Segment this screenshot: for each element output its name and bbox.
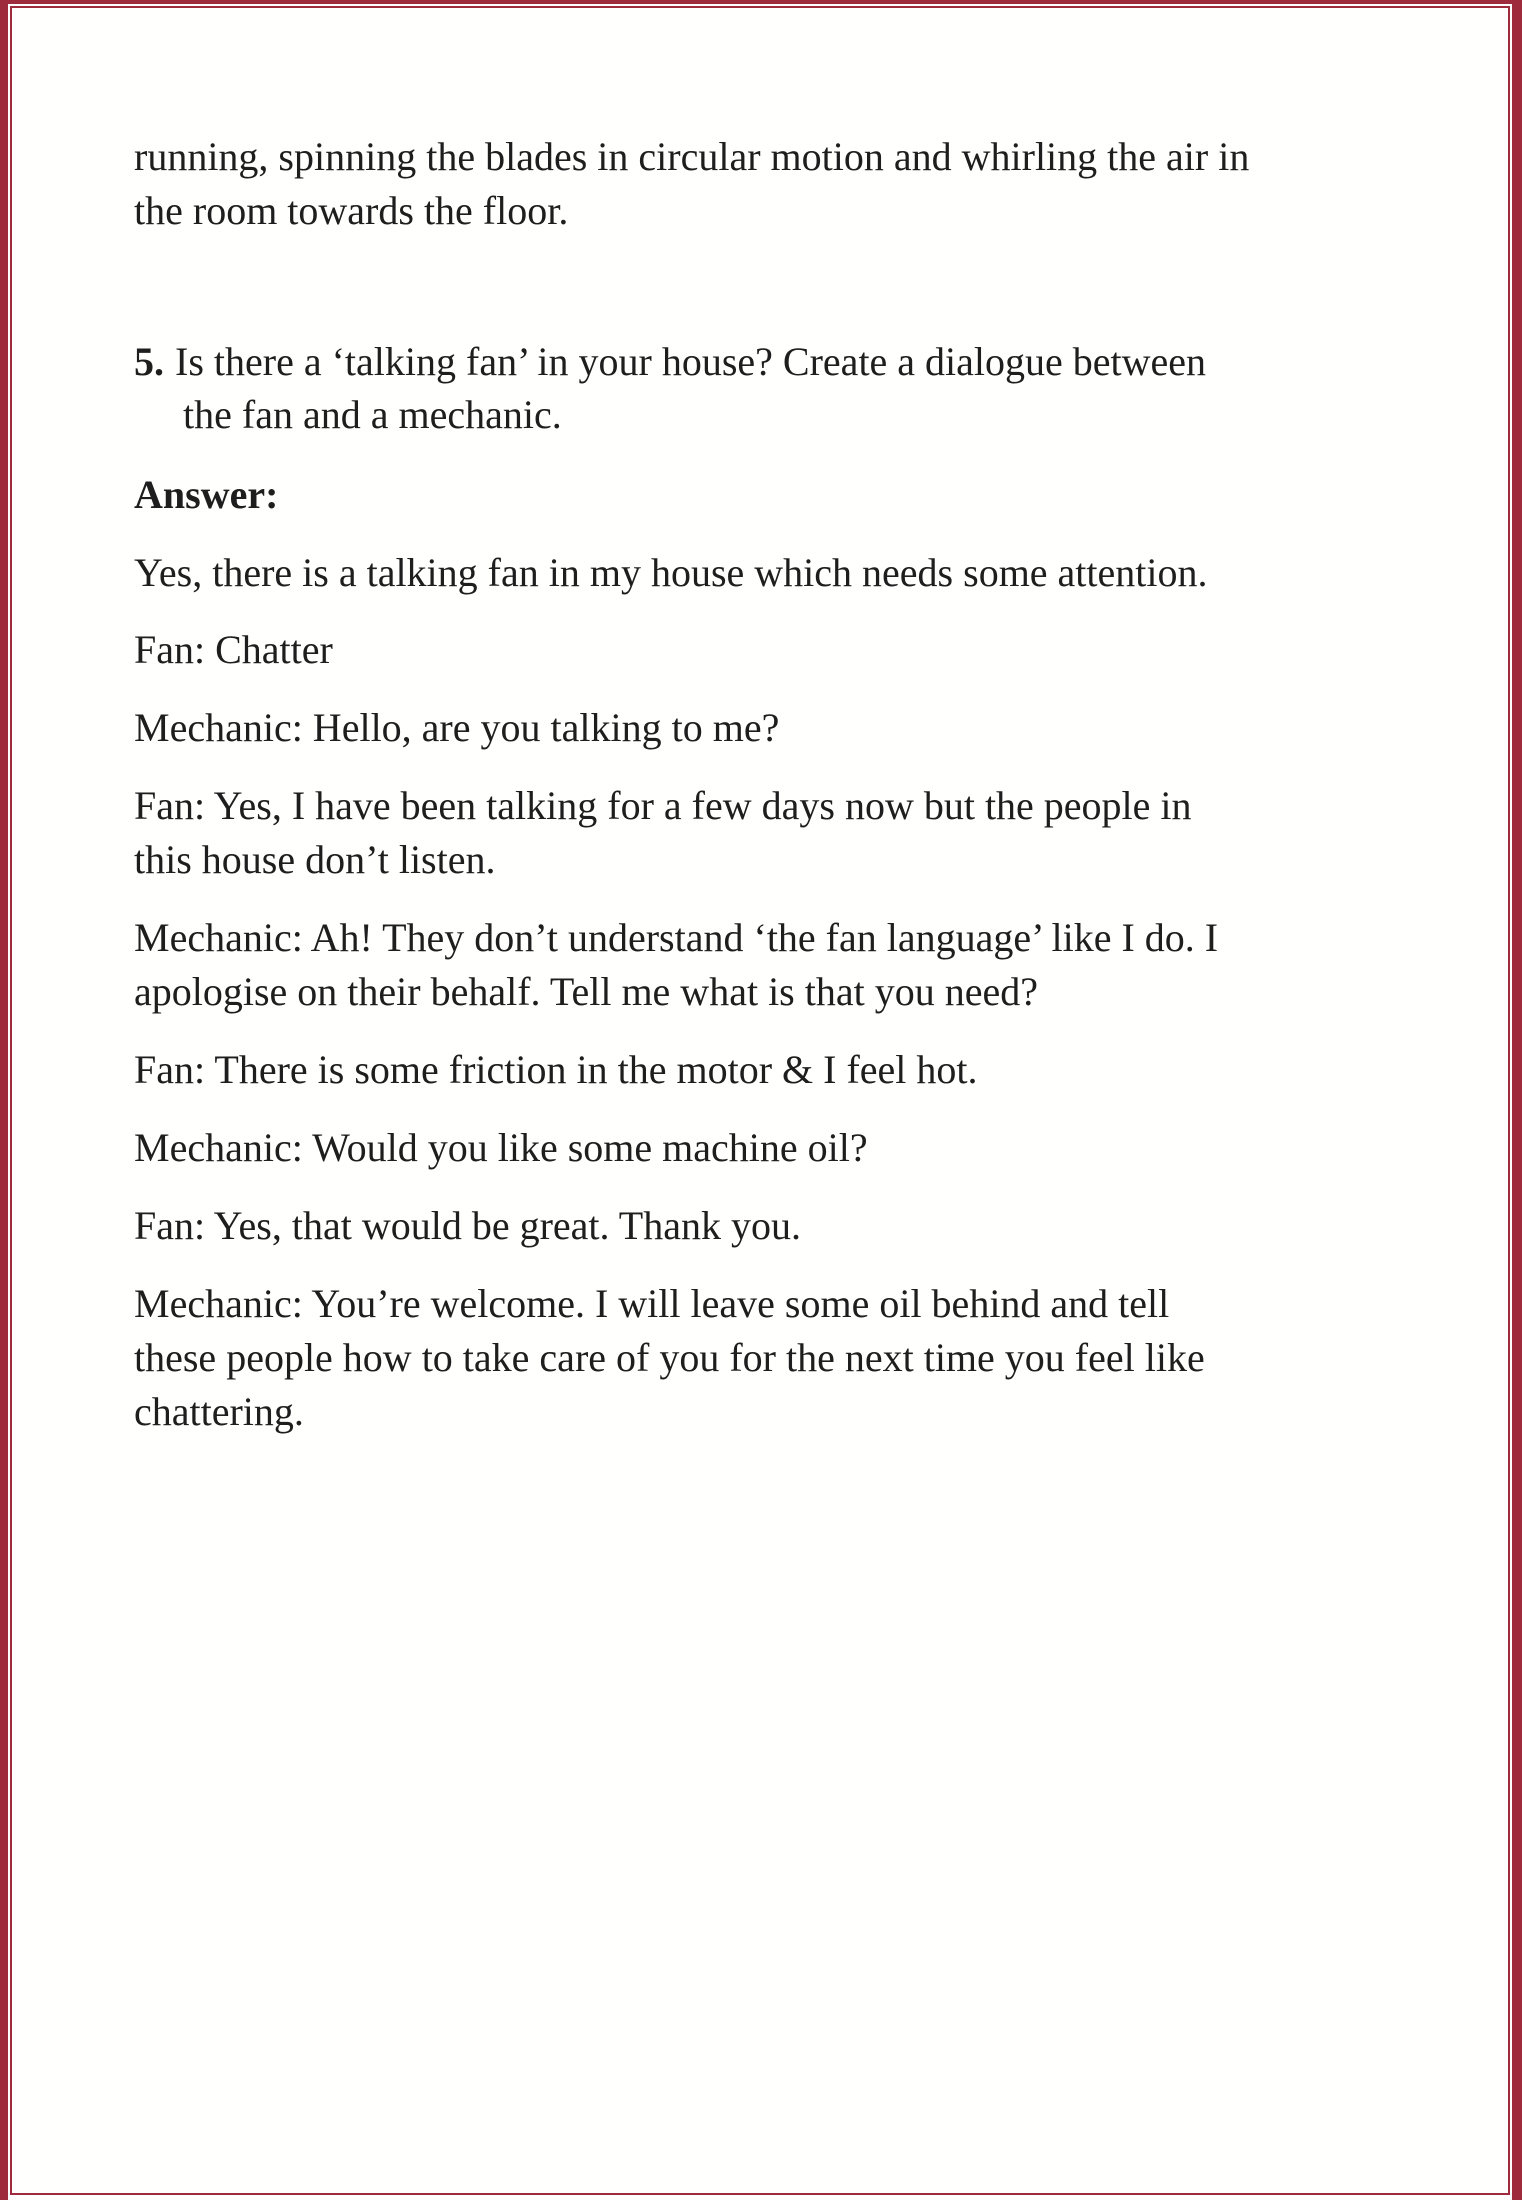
dialogue-line: Fan: There is some friction in the motor & I feel hot. — [134, 1047, 978, 1092]
answer-label: Answer: — [134, 472, 279, 517]
dialogue-line: Mechanic: Would you like some machine oil? — [134, 1125, 868, 1170]
text-line: running, spinning the blades in circular motion and whirling the air in — [134, 134, 1250, 179]
dialogue-line: Fan: Yes, that would be great. Thank you. — [134, 1203, 801, 1248]
dialogue-line: Mechanic: Hello, are you talking to me? — [134, 705, 780, 750]
answer-intro: Yes, there is a talking fan in my house which needs some attention. — [134, 550, 1208, 595]
question-text: Is there a ‘talking fan’ in your house? Create a dialogue between — [175, 339, 1207, 384]
page-border-inner — [10, 6, 1510, 2195]
question-number: 5. — [134, 339, 164, 384]
dialogue-line: chattering. — [134, 1389, 304, 1434]
question-text-line: the fan and a mechanic. — [183, 392, 562, 437]
dialogue-line: Mechanic: You’re welcome. I will leave some oil behind and tell — [134, 1281, 1170, 1326]
dialogue-line: apologise on their behalf. Tell me what is that you need? — [134, 969, 1038, 1014]
dialogue-line: this house don’t listen. — [134, 837, 496, 882]
dialogue-line: Mechanic: Ah! They don’t understand ‘the fan language’ like I do. I — [134, 915, 1219, 960]
dialogue-line: these people how to take care of you for the next time you feel like — [134, 1335, 1205, 1380]
dialogue-line: Fan: Yes, I have been talking for a few days now but the people in — [134, 783, 1192, 828]
text-line: the room towards the floor. — [134, 188, 569, 233]
dialogue-line: Fan: Chatter — [134, 627, 333, 672]
